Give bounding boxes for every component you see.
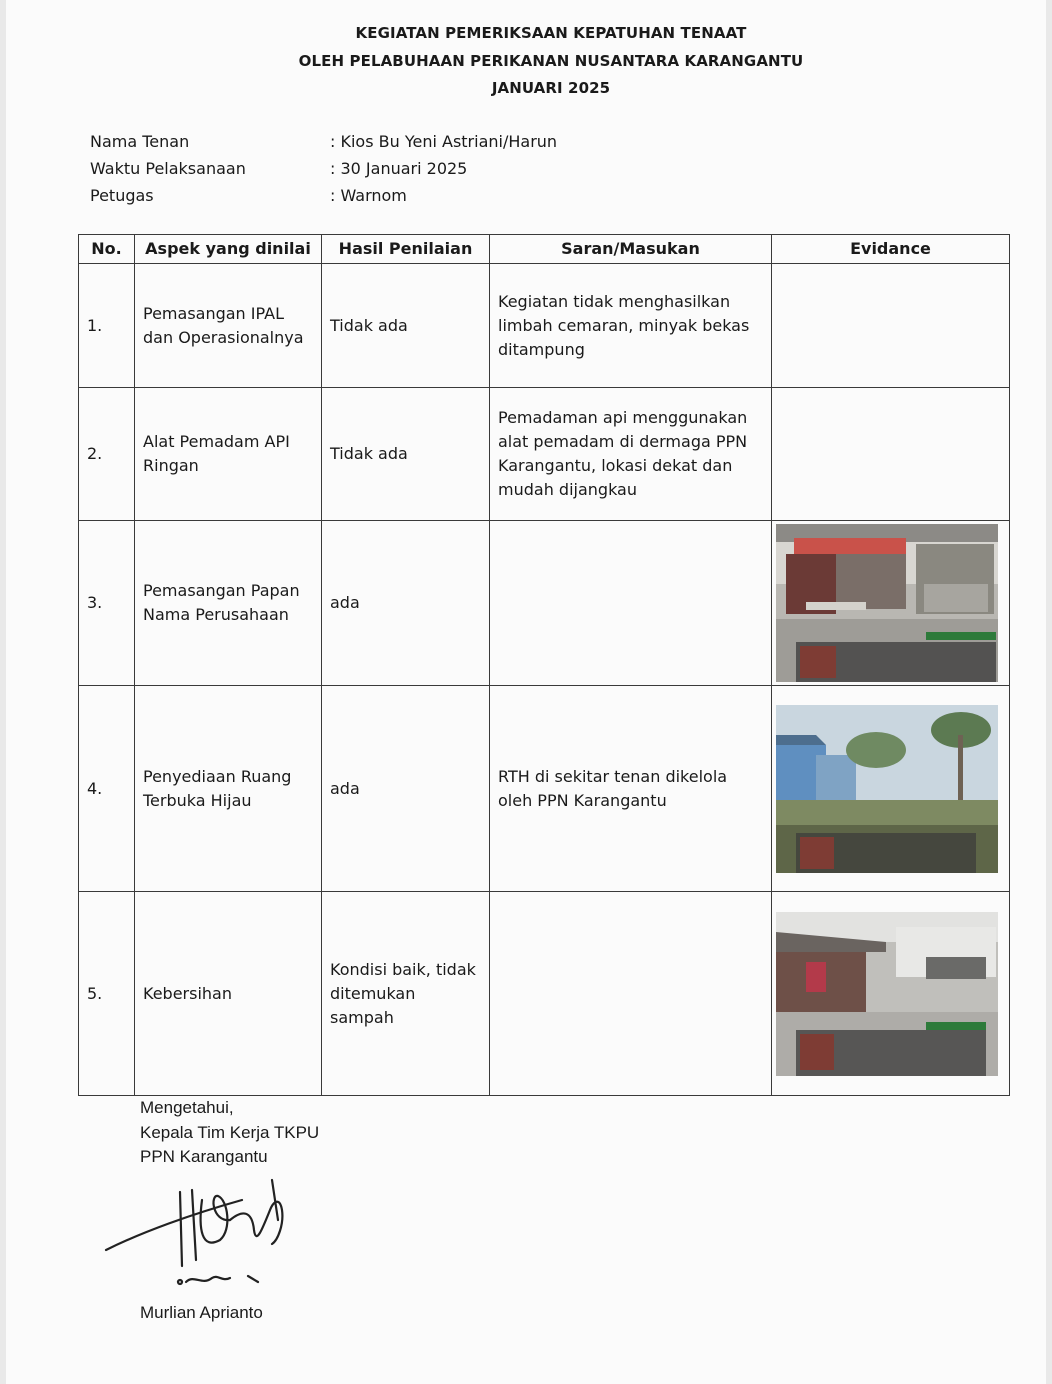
cell-aspek: Pemasangan Papan Nama Perusahaan [135, 521, 322, 686]
cell-evidence [772, 521, 1010, 686]
header-hasil: Hasil Penilaian [322, 235, 490, 264]
header-no: No. [79, 235, 135, 264]
table-row [79, 264, 1010, 388]
table-row [79, 892, 1010, 1096]
assessment-table [78, 234, 1010, 1096]
cell-hasil: ada [322, 686, 490, 892]
signoff-office: PPN Karangantu [140, 1147, 268, 1166]
cleanliness-photo-image [776, 912, 998, 1076]
kiosk-photo-image [776, 524, 998, 682]
table-row [79, 388, 1010, 521]
cell-evidence [772, 388, 1010, 521]
cell-aspek: Kebersihan [135, 892, 322, 1096]
signatory-name: Murlian Aprianto [140, 1303, 263, 1322]
evidence-photo-green-space [776, 705, 998, 873]
document-page [6, 0, 1046, 1384]
cell-saran [490, 892, 772, 1096]
cell-saran: Kegiatan tidak menghasilkan limbah cemaran, minyak bekas ditampung [490, 264, 772, 388]
cell-no: 1. [79, 264, 135, 388]
handwritten-signature [102, 1170, 302, 1290]
doc-title-line-3: JANUARI 2025 [491, 79, 611, 97]
signoff-position: Kepala Tim Kerja TKPU [140, 1123, 320, 1142]
meta-value: : Warnom [330, 186, 407, 205]
signoff-acknowledged: Mengetahui, [140, 1098, 234, 1117]
cell-no: 4. [79, 686, 135, 892]
cell-evidence [772, 686, 1010, 892]
doc-title-line-1: KEGIATAN PEMERIKSAAN KEPATUHAN TENAAT [355, 24, 747, 42]
cell-hasil: Tidak ada [322, 264, 490, 388]
header-saran: Saran/Masukan [490, 235, 772, 264]
meta-value: : Kios Bu Yeni Astriani/Harun [330, 132, 558, 151]
cell-saran: RTH di sekitar tenan dikelola oleh PPN Karangantu [490, 686, 772, 892]
cell-saran: Pemadaman api menggunakan alat pemadam di dermaga PPN Karangantu, lokasi dekat dan mudah dijangkau [490, 388, 772, 521]
cell-no: 3. [79, 521, 135, 686]
cell-hasil: ada [322, 521, 490, 686]
meta-label: Nama Tenan [90, 132, 190, 151]
cell-aspek: Pemasangan IPAL dan Operasionalnya [135, 264, 322, 388]
header-evidence: Evidance [772, 235, 1010, 264]
cell-no: 2. [79, 388, 135, 521]
header-aspek: Aspek yang dinilai [135, 235, 322, 264]
cell-evidence [772, 892, 1010, 1096]
meta-label: Waktu Pelaksanaan [90, 159, 246, 178]
cell-aspek: Penyediaan Ruang Terbuka Hijau [135, 686, 322, 892]
table-header-row [79, 235, 1010, 264]
meta-label: Petugas [90, 186, 154, 205]
cell-aspek: Alat Pemadam API Ringan [135, 388, 322, 521]
cell-evidence [772, 264, 1010, 388]
cell-hasil: Kondisi baik, tidak ditemukan sampah [322, 892, 490, 1096]
table-row [79, 521, 1010, 686]
table-row [79, 686, 1010, 892]
green-space-photo-image [776, 705, 998, 873]
cell-no: 5. [79, 892, 135, 1096]
cell-saran [490, 521, 772, 686]
evidence-photo-signboard [776, 524, 998, 682]
meta-value: : 30 Januari 2025 [330, 159, 468, 178]
doc-title-line-2: OLEH PELABUHAAN PERIKANAN NUSANTARA KARANGANTU [298, 52, 804, 70]
cell-hasil: Tidak ada [322, 388, 490, 521]
evidence-photo-cleanliness [776, 912, 998, 1076]
